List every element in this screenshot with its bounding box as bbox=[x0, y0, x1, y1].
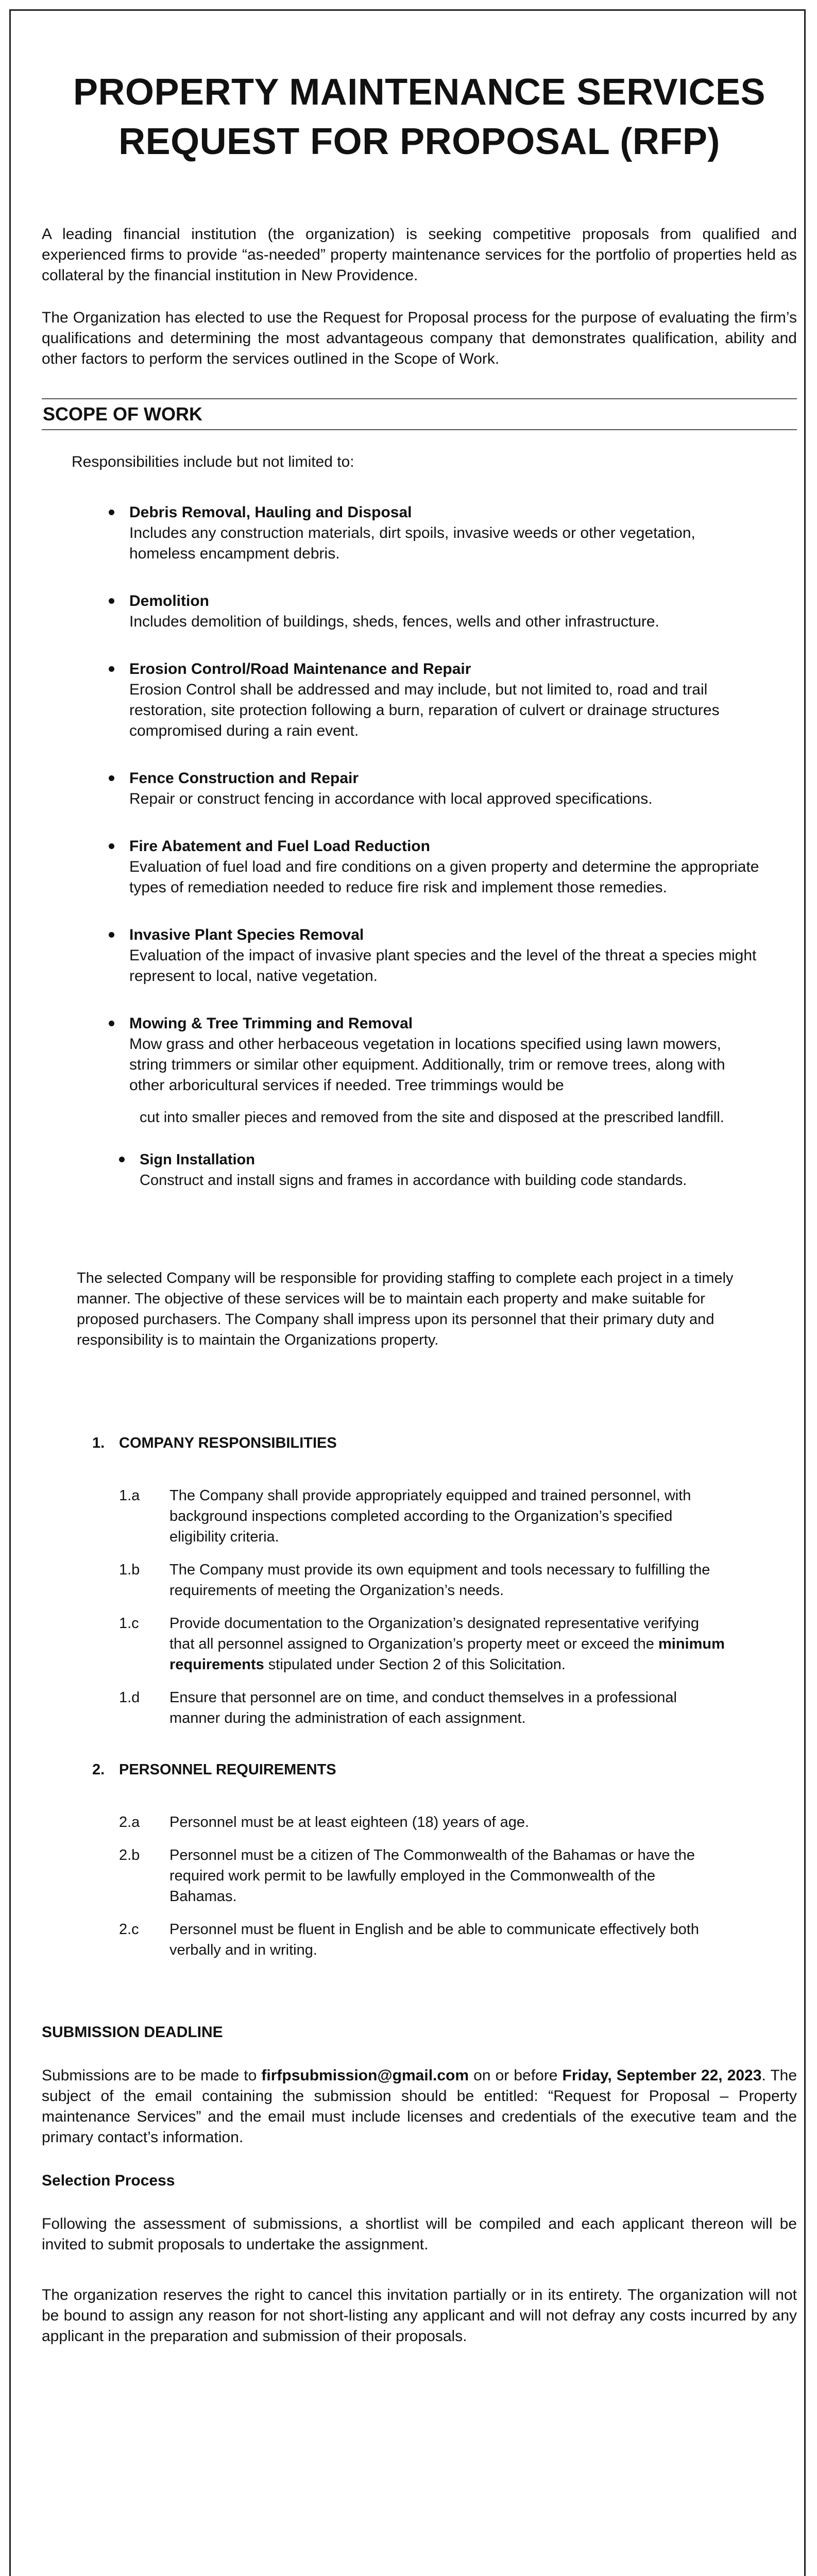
bullet-icon bbox=[119, 1157, 125, 1162]
duty-description: Erosion Control shall be addressed and may include, but not limited to, road and trail restoration, site protection following a burn, reparation of culvert or drainage structures compromised during a rain event. bbox=[129, 681, 720, 739]
item-text: Personnel must be at least eighteen (18) years of age. bbox=[169, 1814, 530, 1831]
page-frame bbox=[9, 9, 806, 2576]
bullet-icon bbox=[109, 598, 114, 604]
duty-description: Includes demolition of buildings, sheds, fences, wells and other infrastructure. bbox=[129, 613, 659, 630]
responsibilities-intro: Responsibilities include but not limited to: bbox=[72, 453, 354, 470]
submission-text-3: . The subject of the email containing the submission should be entitled: “Request for Proposal – Property maintenance Services” and the email must include licenses and credentials of the executive team and the primary contact’s information. bbox=[42, 2067, 797, 2146]
document-body bbox=[42, 67, 797, 2347]
section-item bbox=[92, 1485, 797, 1547]
submission-email: firfpsubmission@gmail.com bbox=[261, 2067, 469, 2084]
section-title bbox=[92, 1759, 797, 1780]
bullet-icon bbox=[109, 666, 114, 672]
section-item bbox=[92, 1812, 797, 1833]
item-text: The Company shall provide appropriately equipped and trained personnel, with background inspections completed according to the Organization’s specified eligibility criteria. bbox=[169, 1487, 691, 1545]
duty-title: Fire Abatement and Fuel Load Reduction bbox=[129, 838, 430, 855]
intro-paragraph-1: A leading financial institution (the organization) is seeking competitive proposals from qualified and experienced firms to provide “as-needed” property maintenance services for the portfolio of properties held as collateral by the financial institution in New Providence. bbox=[42, 226, 797, 284]
duty-description: Includes any construction materials, dirt spoils, invasive weeds or other vegetation, homeless encampment debris. bbox=[129, 524, 695, 562]
bullet-icon bbox=[109, 932, 114, 938]
bullet-icon bbox=[109, 1021, 114, 1026]
personnel-requirements-section bbox=[92, 1759, 797, 1960]
duty-item bbox=[42, 1149, 797, 1191]
selection-process-text: Following the assessment of submissions, a shortlist will be compiled and each applicant thereon will be invited to submit proposals to undertake the assignment. bbox=[42, 2215, 797, 2253]
section-items bbox=[92, 1812, 797, 1960]
title-line-1: PROPERTY MAINTENANCE SERVICES bbox=[73, 72, 766, 113]
duty-title: Erosion Control/Road Maintenance and Repair bbox=[129, 660, 471, 677]
item-text: The Company must provide its own equipment and tools necessary to fulfilling the requirements of meeting the Organization’s needs. bbox=[169, 1562, 710, 1599]
section-items bbox=[92, 1485, 797, 1728]
duty-title: Mowing & Tree Trimming and Removal bbox=[129, 1015, 413, 1032]
submission-text-2: on or before bbox=[469, 2067, 563, 2084]
item-text: Personnel must be fluent in English and be able to communicate effectively both verbally and in writing. bbox=[169, 1921, 699, 1958]
submission-paragraph bbox=[42, 2065, 797, 2148]
item-code: 1.c bbox=[119, 1615, 139, 1632]
intro-section bbox=[42, 224, 797, 369]
duty-title: Demolition bbox=[129, 592, 209, 609]
item-code: 2.b bbox=[119, 1847, 140, 1863]
intro-paragraph-2: The Organization has elected to use the Request for Proposal process for the purpose of evaluating the firm’s qualifications and determining the most advantageous company that demonstrates qualification, ability and other factors to perform the services outlined in the Scope of Work. bbox=[42, 309, 797, 367]
duty-item bbox=[42, 925, 797, 987]
duty-item bbox=[42, 836, 797, 898]
item-text-after: stipulated under Section 2 of this Solicitation. bbox=[264, 1656, 566, 1673]
duty-title: Fence Construction and Repair bbox=[129, 770, 359, 787]
section-number: 2. bbox=[92, 1761, 105, 1778]
duty-description: Repair or construct fencing in accordance with local approved specifications. bbox=[129, 790, 653, 807]
item-code: 1.d bbox=[119, 1689, 140, 1706]
sign-installation-list bbox=[42, 1149, 797, 1191]
duty-description: Evaluation of fuel load and fire conditions on a given property and determine the appropriate types of remediation needed to reduce fire risk and implement those remedies. bbox=[129, 858, 759, 896]
section-title-text: PERSONNEL REQUIREMENTS bbox=[119, 1761, 336, 1778]
bullet-icon bbox=[109, 775, 114, 781]
title-line-2: REQUEST FOR PROPOSAL (RFP) bbox=[118, 121, 720, 162]
reservation-paragraph: The organization reserves the right to cancel this invitation partially or in its entirety. The organization will not be bound to assign any reason for not short-listing any applicant and will not defray any costs incurred by any applicant in the preparation and submission of their proposals. bbox=[42, 2286, 797, 2345]
bullet-icon bbox=[109, 510, 114, 515]
section-title-text: COMPANY RESPONSIBILITIES bbox=[119, 1435, 337, 1451]
selection-process-heading: Selection Process bbox=[42, 2172, 175, 2189]
section-item bbox=[92, 1613, 797, 1675]
section-title bbox=[92, 1433, 797, 1453]
item-text-before: Provide documentation to the Organization’s designated representative verifying that all personnel assigned to Organization’s property meet or exceed the bbox=[169, 1615, 699, 1652]
section-item bbox=[92, 1560, 797, 1601]
duty-title: Invasive Plant Species Removal bbox=[129, 926, 364, 943]
duty-item bbox=[42, 768, 797, 809]
duties-list bbox=[42, 502, 797, 1128]
document-title bbox=[42, 67, 797, 166]
section-item bbox=[92, 1919, 797, 1960]
section-item bbox=[92, 1687, 797, 1728]
duty-item bbox=[42, 591, 797, 632]
duty-description: Construct and install signs and frames in accordance with building code standards. bbox=[140, 1172, 687, 1189]
selected-company-paragraph: The selected Company will be responsible for providing staffing to complete each project in a timely manner. The objective of these services will be to maintain each property and make suitable for proposed purchasers. The Company shall impress upon its personnel that their primary duty and responsibility is to maintain the Organizations property. bbox=[77, 1270, 734, 1348]
duty-description: Evaluation of the impact of invasive plant species and the level of the threat a species might represent to local, native vegetation. bbox=[129, 947, 757, 985]
submission-deadline-heading: SUBMISSION DEADLINE bbox=[42, 2024, 223, 2041]
item-text: Ensure that personnel are on time, and conduct themselves in a professional manner during the administration of each assignment. bbox=[169, 1689, 677, 1726]
item-code: 1.a bbox=[119, 1487, 140, 1504]
scope-of-work-heading: SCOPE OF WORK bbox=[42, 398, 797, 430]
section-item bbox=[92, 1845, 797, 1907]
item-code: 2.a bbox=[119, 1814, 140, 1831]
bullet-icon bbox=[109, 843, 114, 849]
duty-description: Mow grass and other herbaceous vegetation in locations specified using lawn mowers, string trimmers or similar other equipment. Additionally, trim or remove trees, along with other arboricultural services if needed. Tree trimmings would be bbox=[129, 1036, 725, 1094]
item-text-bold: minimum requirements bbox=[169, 1636, 725, 1673]
section-number: 1. bbox=[92, 1435, 105, 1451]
duty-title: Debris Removal, Hauling and Disposal bbox=[129, 504, 412, 521]
submission-deadline-section bbox=[42, 2022, 797, 2347]
company-responsibilities-section bbox=[92, 1433, 797, 1728]
submission-text-1: Submissions are to be made to bbox=[42, 2067, 262, 2084]
item-code: 1.b bbox=[119, 1562, 140, 1578]
duty-title: Sign Installation bbox=[140, 1151, 255, 1168]
duty-item bbox=[42, 502, 797, 564]
duty-item bbox=[42, 1013, 797, 1128]
item-text: Personnel must be a citizen of The Commonwealth of the Bahamas or have the required work permit to be lawfully employed in the Commonwealth of the Bahamas. bbox=[169, 1847, 695, 1905]
submission-date: Friday, September 22, 2023 bbox=[562, 2067, 762, 2084]
duty-item bbox=[42, 659, 797, 741]
item-code: 2.c bbox=[119, 1921, 139, 1938]
duty-description-continued: cut into smaller pieces and removed from the site and disposed at the prescribed landfill. bbox=[140, 1109, 724, 1126]
